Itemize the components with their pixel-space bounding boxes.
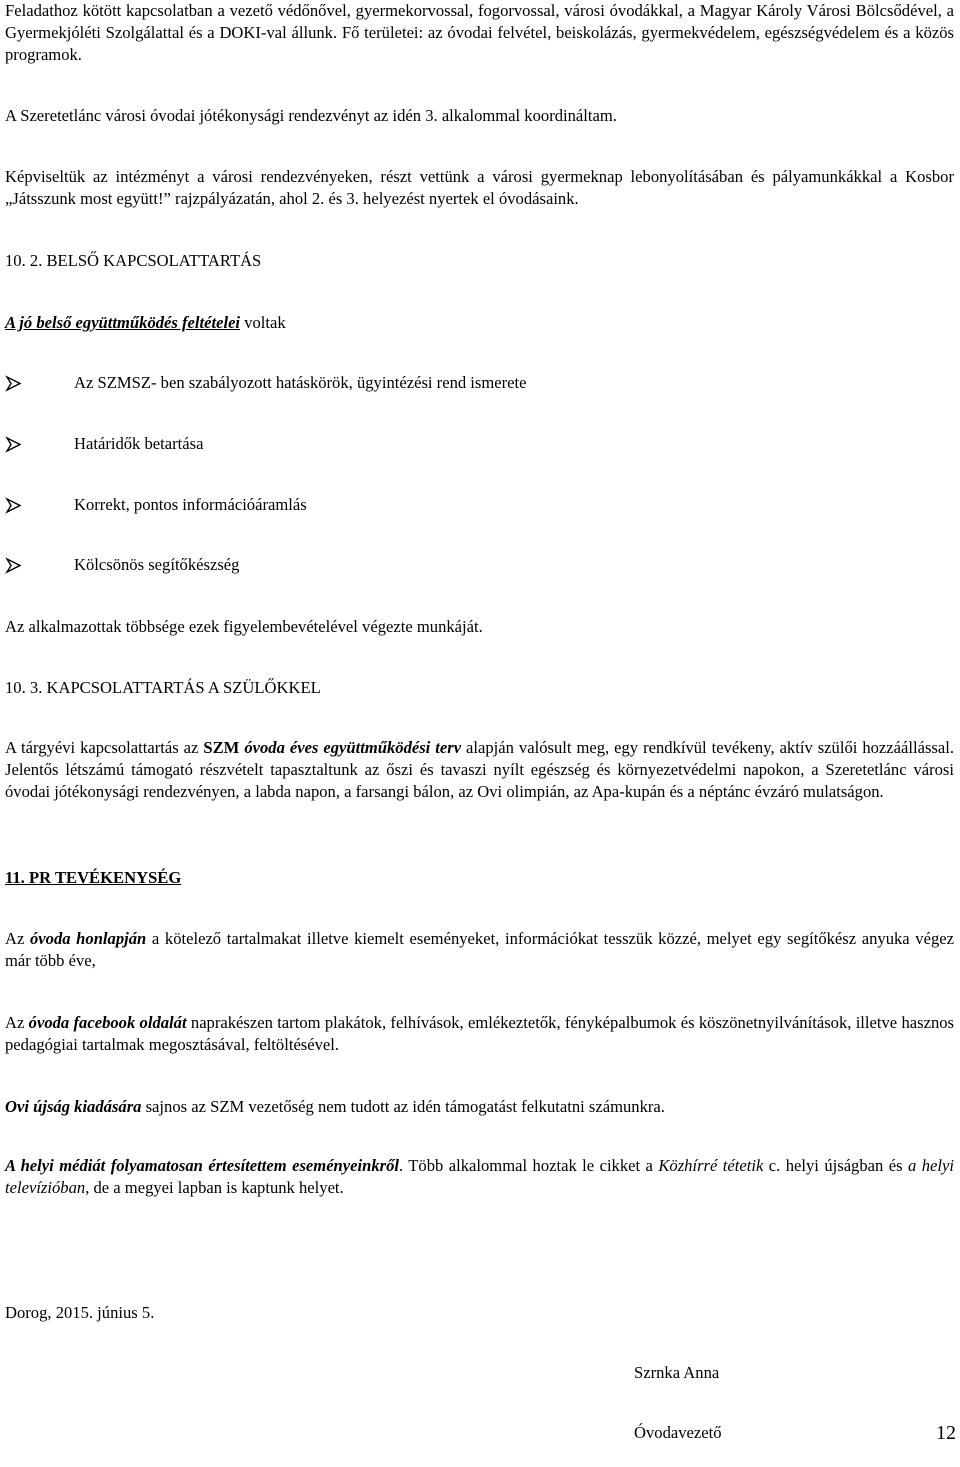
text-run: A tárgyévi kapcsolattartás az	[5, 738, 204, 757]
text-run: , de a megyei lapban is kaptunk helyet.	[85, 1178, 344, 1197]
text-run-bold-italic: A helyi médiát folyamatosan értesítettem eseményeinkről	[5, 1156, 400, 1175]
paragraph-parents	[5, 737, 954, 803]
text-run-bold-italic: óvoda facebook oldalát	[28, 1013, 187, 1032]
text-run-italic: Közhírré tétetik	[658, 1156, 764, 1175]
bullet-text: Az SZMSZ- ben szabályozott hatáskörök, ügyintézési rend ismerete	[74, 373, 527, 392]
bullet-item	[5, 494, 307, 516]
paragraph-relations: Feladathoz kötött kapcsolatban a vezető védőnővel, gyermekorvossal, fogorvossal, városi óvodákkal, a Magyar Károly Városi Bölcsődével, a Gyermekjóléti Szolgálattal és a DOKI-val állunk. Fő területei: az óvodai felvétel, beiskolázás, gyermekvédelem, egészségvédelem és a közös programok.	[5, 1, 954, 64]
bullet-item	[5, 554, 239, 576]
text-run-italic: a helyi televízióban	[5, 1156, 954, 1197]
paragraph-szeretetlanc: A Szeretetlánc városi óvodai jótékonysági rendezvényt az idén 3. alkalommal koordináltam.	[5, 106, 617, 125]
arrowhead-bullet-icon	[5, 436, 22, 453]
heading-10-3: 10. 3. KAPCSOLATTARTÁS A SZÜLŐKKEL	[5, 678, 321, 697]
text-run-bold: SZM	[203, 738, 240, 757]
text-run-bold-italic: óvoda éves együttműködési terv	[244, 738, 462, 757]
bullet-text: Határidők betartása	[74, 434, 204, 453]
text-run: c. helyi újságban és	[763, 1156, 908, 1175]
heading-10-2: 10. 2. BELSŐ KAPCSOLATTARTÁS	[5, 251, 262, 270]
text-run: a kötelező tartalmakat illetve kiemelt eseményeket, információkat tesszük közzé, melyet egy segítőkész anyuka végez már több éve,	[5, 929, 954, 970]
text-run-bold-italic: Ovi újság kiadására	[5, 1097, 142, 1116]
conditions-title-emphasis: A jó belső együttműködés feltételei	[5, 313, 241, 332]
paragraph-newspaper	[5, 1096, 954, 1118]
text-run: Az	[5, 1013, 29, 1032]
paragraph-staff: Az alkalmazottak többsége ezek figyelembevételével végezte munkáját.	[5, 617, 483, 636]
text-run: naprakészen tartom plakátok, felhívások, emlékeztetők, fényképalbumok és köszönetnyilvánítások, illetve hasznos pedagógiai tartalmak megosztásával, feltöltésével.	[5, 1013, 955, 1054]
signer-title: Óvodavezető	[634, 1423, 722, 1442]
conditions-title	[5, 312, 954, 334]
bullet-text: Korrekt, pontos információáramlás	[74, 495, 307, 514]
text-run: alapján valósult meg, egy rendkívül tevékeny, aktív szülői hozzáállással. Jelentős létszámú támogató részvételt tapasztaltunk az őszi és tavaszi nyílt egészség és környezetvédelmi napokon, a Szeretetlánc városi óvodai jótékonysági rendezvényen, a labda napon, a farsangi bálon, az Ovi olimpián, az Apa-kupán és a néptánc évzáró mulatságon.	[5, 738, 955, 801]
paragraph-media	[5, 1155, 954, 1199]
bullet-text: Kölcsönös segítőkészség	[74, 555, 240, 574]
text-run-bold-italic: óvoda honlapján	[29, 929, 147, 948]
page-number: 12	[936, 1422, 956, 1444]
paragraph-facebook	[5, 1012, 954, 1056]
paragraph-homepage	[5, 928, 954, 972]
bullet-item	[5, 433, 203, 455]
heading-11: 11. PR TEVÉKENYSÉG	[5, 868, 182, 887]
text-run: . Több alkalommal hoztak le cikket a	[399, 1156, 659, 1175]
conditions-title-rest: voltak	[240, 313, 286, 332]
text-run: Az	[5, 929, 30, 948]
bullet-item	[5, 372, 527, 394]
arrowhead-bullet-icon	[5, 557, 22, 574]
place-date: Dorog, 2015. június 5.	[5, 1303, 155, 1322]
arrowhead-bullet-icon	[5, 497, 22, 514]
paragraph-representation: Képviseltük az intézményt a városi rendezvényeken, részt vettünk a városi gyermeknap lebonyolításában és pályamunkákkal a Kosbor „Játsszunk most együtt!” rajzpályázatán, ahol 2. és 3. helyezést nyertek el óvodásaink.	[5, 167, 954, 208]
signer-name: Szrnka Anna	[634, 1363, 720, 1382]
arrowhead-bullet-icon	[5, 375, 22, 392]
text-run: sajnos az SZM vezetőség nem tudott az idén támogatást felkutatni számunkra.	[141, 1097, 665, 1116]
